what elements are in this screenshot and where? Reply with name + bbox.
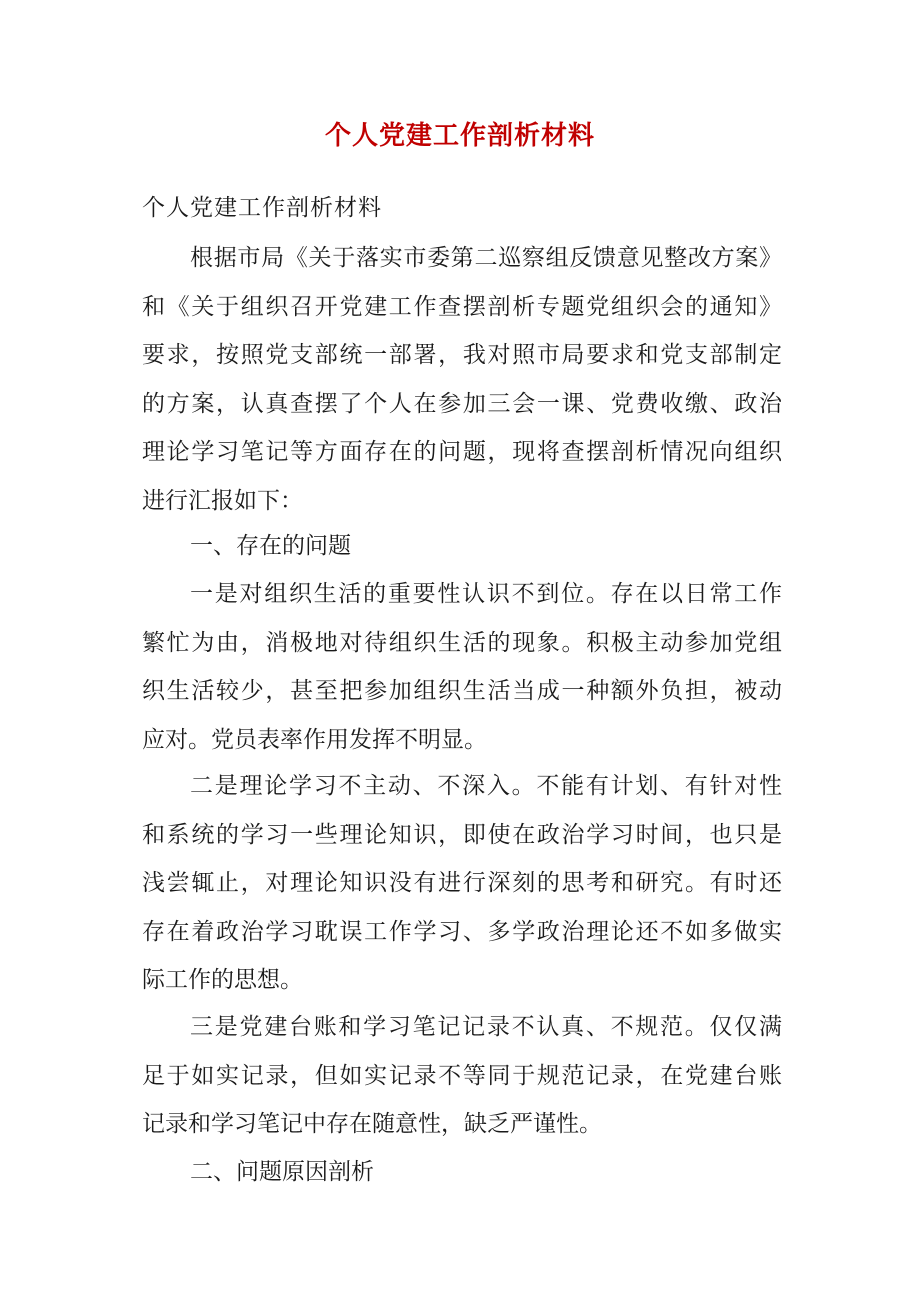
paragraph-line: 根据市局《关于落实市委第二巡察组反馈意见整改方案》 (190, 245, 782, 271)
paragraph-line: 存在着政治学习耽误工作学习、多学政治理论还不如多做实 (142, 918, 782, 945)
section-heading: 二、问题原因剖析 (190, 1159, 374, 1185)
paragraph-line: 织生活较少，甚至把参加组织生活当成一种额外负担，被动 (142, 678, 782, 704)
paragraph-line: 应对。党员表率作用发挥不明显。 (142, 726, 487, 753)
paragraph-line: 一是对组织生活的重要性认识不到位。存在以日常工作 (190, 581, 782, 607)
paragraph-line: 浅尝辄止，对理论知识没有进行深刻的思考和研究。有时还 (142, 870, 782, 896)
document-title: 个人党建工作剖析材料 (324, 121, 595, 151)
paragraph-line: 进行汇报如下： (142, 487, 303, 514)
section-heading-problems (142, 522, 782, 571)
paragraph-line: 际工作的思想。 (142, 967, 303, 993)
section-heading: 一、存在的问题 (190, 533, 351, 559)
paragraph-line: 的方案，认真查摆了个人在参加三会一课、党费收缴、政治 (142, 390, 782, 417)
paragraph-line: 记录和学习笔记中存在随意性，缺乏严谨性。 (142, 1111, 602, 1137)
paragraph-point-two (142, 762, 782, 1005)
paragraph-line: 理论学习笔记等方面存在的问题，现将查摆剖析情况向组织 (142, 439, 782, 465)
paragraph-line: 足于如实记录，但如实记录不等同于规范记录，在党建台账 (142, 1062, 782, 1089)
document-subtitle: 个人党建工作剖析材料 (142, 195, 382, 221)
paragraph-line: 二是理论学习不主动、不深入。不能有计划、有针对性 (190, 773, 782, 799)
section-heading-causes (142, 1148, 782, 1197)
paragraph-line: 要求，按照党支部统一部署，我对照市局要求和党支部制定 (142, 342, 782, 368)
paragraph-line: 繁忙为由，消极地对待组织生活的现象。积极主动参加党组 (142, 629, 782, 656)
paragraph-intro (142, 234, 782, 525)
paragraph-line: 和系统的学习一些理论知识，即使在政治学习时间，也只是 (142, 821, 782, 848)
paragraph-point-one (142, 570, 782, 764)
paragraph-line: 三是党建台账和学习笔记记录不认真、不规范。仅仅满 (190, 1014, 782, 1040)
paragraph-point-three (142, 1003, 782, 1149)
paragraph-line: 和《关于组织召开党建工作查摆剖析专题党组织会的通知》 (142, 293, 782, 320)
